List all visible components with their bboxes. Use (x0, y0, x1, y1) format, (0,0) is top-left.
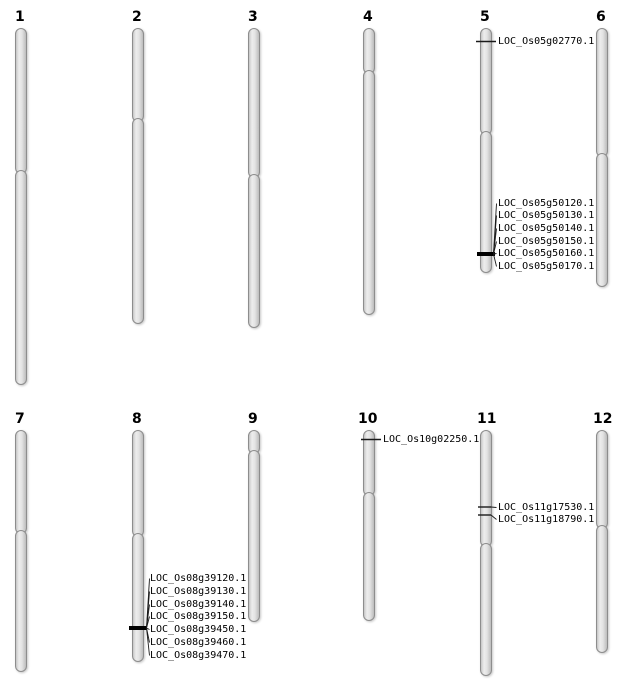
gene-label: LOC_Os05g50150.1 (498, 236, 595, 247)
gene-label: LOC_Os08g39470.1 (150, 650, 247, 661)
connector-line (494, 204, 497, 255)
chromosome-7-number: 7 (15, 411, 25, 427)
gene-label: LOC_Os08g39140.1 (150, 599, 247, 610)
gene-label: LOC_Os08g39450.1 (150, 624, 247, 635)
connector-line (494, 216, 497, 255)
chromosome-4-number: 4 (363, 9, 373, 25)
chromosome-12-arm-top (596, 430, 608, 529)
chromosome-4-arm-bottom (363, 70, 375, 315)
chromosome-4-arm-top (363, 28, 375, 74)
gene-label: LOC_Os05g50120.1 (498, 198, 595, 209)
chromosome-2-arm-top (132, 28, 144, 122)
gene-label: LOC_Os05g50170.1 (498, 261, 595, 272)
chromosome-11-number: 11 (477, 411, 497, 427)
chromosome-8-number: 8 (132, 411, 142, 427)
chromosome-11-arm-top (480, 430, 492, 547)
chromosome-10-arm-bottom (363, 492, 375, 621)
chromosome-5-number: 5 (480, 9, 490, 25)
chromosome-2-arm-bottom (132, 118, 144, 324)
chromosome-6-number: 6 (596, 9, 606, 25)
chromosome-5-arm-top (480, 28, 492, 135)
gene-label: LOC_Os11g18790.1 (498, 514, 595, 525)
chromosome-8-arm-top (132, 430, 144, 537)
gene-label: LOC_Os05g50160.1 (498, 248, 595, 259)
chromosome-3-number: 3 (248, 9, 258, 25)
chromosome-7-arm-bottom (15, 530, 27, 672)
chromosome-1-number: 1 (15, 9, 25, 25)
marker-band-chr8-cluster (129, 626, 147, 630)
chromosome-3-arm-bottom (248, 174, 260, 328)
chromosome-6-arm-bottom (596, 153, 608, 287)
marker-band-chr5-cluster (477, 252, 495, 256)
chromosome-7-arm-top (15, 430, 27, 534)
gene-label: LOC_Os05g50140.1 (498, 223, 595, 234)
chromosome-10-arm-top (363, 430, 375, 496)
chromosome-6-arm-top (596, 28, 608, 157)
gene-label: LOC_Os08g39120.1 (150, 573, 247, 584)
chromosome-2-number: 2 (132, 9, 142, 25)
gene-label: LOC_Os05g50130.1 (498, 210, 595, 221)
chromosome-1-arm-top (15, 28, 27, 174)
chromosome-9-number: 9 (248, 411, 258, 427)
chromosome-12-arm-bottom (596, 525, 608, 653)
connector-line (491, 515, 497, 520)
gene-label: LOC_Os11g17530.1 (498, 502, 595, 513)
chromosome-8-arm-bottom (132, 533, 144, 662)
chromosome-12-number: 12 (593, 411, 613, 427)
chromosome-11-arm-bottom (480, 543, 492, 676)
gene-label: LOC_Os08g39130.1 (150, 586, 247, 597)
connector-line (491, 507, 497, 508)
chromosome-9-arm-top (248, 430, 260, 454)
connector-line (494, 229, 497, 255)
gene-label: LOC_Os05g02770.1 (498, 36, 595, 47)
gene-label: LOC_Os08g39460.1 (150, 637, 247, 648)
gene-label: LOC_Os08g39150.1 (150, 611, 247, 622)
chromosome-1-arm-bottom (15, 170, 27, 385)
chromosome-9-arm-bottom (248, 450, 260, 622)
chromosome-3-arm-top (248, 28, 260, 178)
chromosome-10-number: 10 (358, 411, 378, 427)
gene-label: LOC_Os10g02250.1 (383, 434, 480, 445)
